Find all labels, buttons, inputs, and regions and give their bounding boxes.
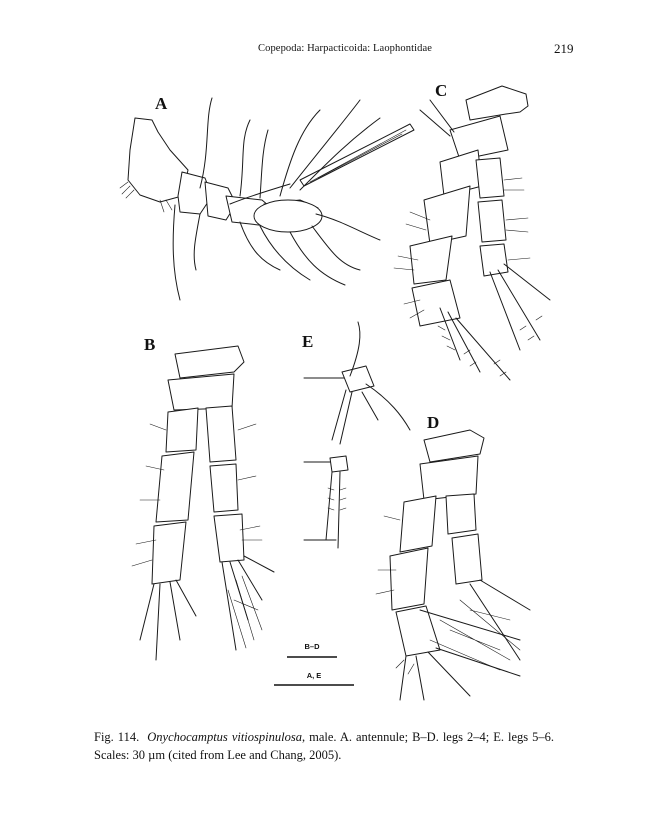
panel-b-leg-drawing (132, 346, 274, 660)
panel-label-c: C (435, 81, 448, 100)
scale-bar-label-ae: A, E (306, 671, 322, 680)
panel-label-b: B (144, 335, 156, 354)
caption-species: Onychocamptus vitiospinulosa (147, 730, 302, 744)
panel-d-leg-drawing (376, 430, 530, 700)
scale-bar-label-bd: B–D (304, 642, 320, 651)
panel-c-leg-drawing (394, 86, 550, 380)
running-title: Copepoda: Harpacticoida: Laophontidae (258, 43, 432, 54)
page-number: 219 (554, 41, 574, 56)
figure-caption (94, 728, 554, 764)
caption-text: , male. A. antennule; B–D. legs 2–4; E. legs 5–6. Scales: 30 µm (cited from Lee and Chang, 2005). (94, 730, 555, 762)
panel-a-antennule-drawing (120, 98, 414, 300)
panel-label-d: D (427, 413, 440, 432)
panel-e-leg-drawing (304, 322, 410, 548)
panel-label-a: A (155, 94, 168, 113)
caption-fig-number: Fig. 114. (94, 730, 140, 744)
panel-label-e: E (302, 332, 314, 351)
